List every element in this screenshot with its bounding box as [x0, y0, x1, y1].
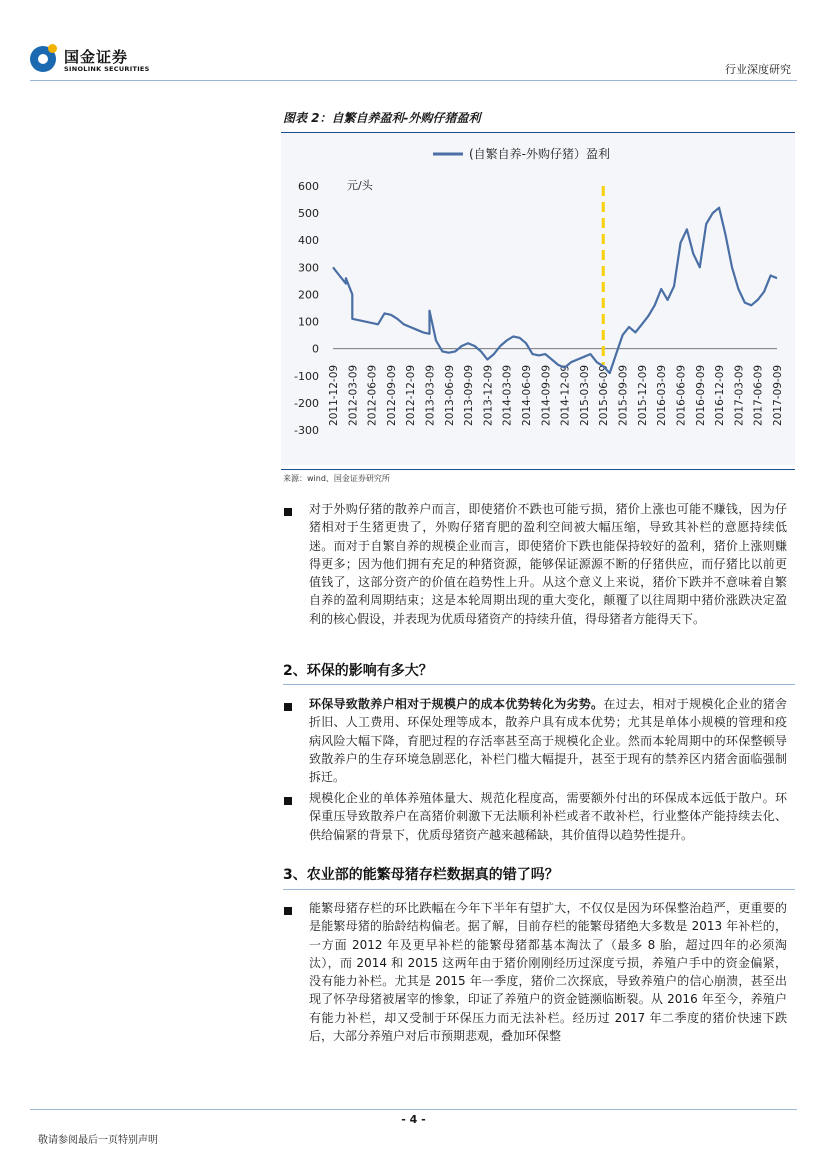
x-tick-label: 2016-06-09	[675, 364, 688, 426]
y-unit-label: 元/头	[347, 179, 373, 192]
y-tick-label: -100	[294, 369, 319, 383]
section-heading-3: 3、农业部的能繁母猪存栏数据真的错了吗？	[283, 867, 559, 883]
y-tick-label: 300	[298, 261, 319, 275]
x-tick-label: 2015-12-09	[636, 364, 649, 426]
legend-label: (自繁自养-外购仔猪）盈利	[469, 147, 611, 161]
heading-divider	[283, 684, 795, 685]
y-tick-label: 200	[298, 288, 319, 302]
bullet-icon	[284, 703, 292, 711]
x-tick-label: 2017-03-09	[733, 364, 746, 426]
x-tick-label: 2016-09-09	[694, 364, 707, 426]
paragraph-1: 对于外购仔猪的散养户而言，即使猪价不跌也可能亏损，猪价上涨也可能不赚钱，因为仔猪相对于生猪更贵了，外购仔猪育肥的盈利空间被大幅压缩，导致其补栏的意愿持续低迷。而对于自繁自养的规模企业而言，即使猪价下跌也能保持较好的盈利，猪价上涨则赚得更多；因为他们拥有充足的种猪资源，能够保证源源不断的仔猪供应，而仔猪比以前更值钱了，这部分资产的价值在趋势性上升。从这个意义上来说，猪价下跌并不意味着自繁自养的盈利周期结束；这是本轮周期出现的重大变化，颠覆了以往周期中猪价涨跌决定盈利的核心假设，并表现为优质母猪资产的持续升值，得母猪者方能得天下。	[309, 502, 787, 626]
logo-dot-icon	[48, 44, 57, 53]
figure-source: 来源：wind、国金证券研究所	[283, 474, 390, 483]
y-tick-label: -200	[294, 396, 319, 410]
footer-disclaimer: 敬请参阅最后一页特别声明	[38, 1135, 158, 1146]
logo-text-en: SINOLINK SECURITIES	[64, 65, 150, 73]
x-tick-label: 2014-12-09	[559, 364, 572, 426]
x-tick-label: 2015-06-09	[598, 364, 611, 426]
heading-divider	[283, 889, 795, 890]
x-tick-label: 2015-03-09	[578, 364, 591, 426]
x-tick-label: 2011-12-09	[328, 364, 340, 426]
x-tick-label: 2012-03-09	[347, 364, 360, 426]
y-tick-label: 500	[298, 207, 319, 221]
x-tick-label: 2012-12-09	[405, 364, 418, 426]
figure-title: 图表 2：自繁自养盈利-外购仔猪盈利	[283, 111, 481, 125]
paragraph-2-body: 在过去，相对于规模化企业的猪舍折旧、人工费用、环保处理等成本，散养户具有成本优势；尤其是单体小规模的管理和疫病风险大幅下降，育肥过程的存活率甚至高于规模化企业。然而本轮周期中的环保整顿导致散养户的生存环境急剧恶化，补栏门槛大幅提升，甚至于现有的禁养区内猪舍面临强制拆迁。	[309, 697, 787, 785]
line-chart	[281, 133, 795, 465]
x-tick-label: 2014-06-09	[521, 364, 534, 426]
footer-divider	[30, 1109, 797, 1110]
x-tick-label: 2013-12-09	[482, 364, 495, 426]
x-tick-label: 2013-03-09	[424, 364, 437, 426]
logo-text-cn: 国金证券	[64, 48, 129, 66]
x-tick-label: 2014-09-09	[540, 364, 553, 426]
page-number: - 4 -	[401, 1113, 426, 1126]
x-tick-label: 2012-06-09	[366, 364, 379, 426]
report-type: 行业深度研究	[725, 63, 791, 76]
paragraph-2-lead: 环保导致散养户相对于规模户的成本优势转化为劣势。	[309, 697, 604, 711]
bullet-icon	[284, 797, 292, 805]
x-tick-label: 2014-03-09	[501, 364, 514, 426]
paragraph-2	[309, 695, 787, 786]
y-tick-label: 600	[298, 180, 319, 193]
section-heading-2: 2、环保的影响有多大？	[283, 663, 433, 679]
y-tick-label: 0	[312, 342, 319, 356]
header-divider	[30, 80, 797, 81]
x-tick-label: 2017-09-09	[772, 364, 784, 426]
x-tick-label: 2016-03-09	[656, 364, 669, 426]
paragraph-3: 规模化企业的单体养殖体量大、规范化程度高，需要额外付出的环保成本远低于散户。环保重压导致散养户在高猪价刺激下无法顺利补栏或者不敢补栏，行业整体产能持续去化、供给偏紧的背景下，优质母猪资产越来越稀缺，其价值得以趋势性提升。	[309, 791, 787, 842]
y-tick-label: 400	[298, 234, 319, 248]
x-tick-label: 2016-12-09	[714, 364, 727, 426]
paragraph-4: 能繁母猪存栏的环比跌幅在今年下半年有望扩大，不仅仅是因为环保整治趋严，更重要的是能繁母猪的胎龄结构偏老。据了解，目前存栏的能繁母猪绝大多数是 2013 年补栏的，一方面 2012 年及更早补栏的能繁母猪都基本淘汰了（最多 8 胎，超过四年的必须淘汰），而 2014 和 2015 这两年由于猪价刚刚经历过深度亏损，养殖户手中的资金偏紧，没有能力补栏。尤其是 2015 年一季度，猪价二次探底，导致养殖户的信心崩溃，甚至出现了怀孕母猪被屠宰的惨象，印证了养殖户的资金链濒临断裂。从 2016 年至今，养殖户有能力补栏，却又受制于环保压力而无法补栏。经历过 2017 年二季度的猪价快速下跌后，大部分养殖户对后市预期悲观，叠加环保整	[309, 901, 787, 1044]
y-tick-label: 100	[298, 315, 319, 329]
y-tick-label: -300	[294, 424, 319, 437]
bullet-icon	[284, 907, 292, 915]
x-tick-label: 2012-09-09	[385, 364, 398, 426]
chart-area	[281, 133, 795, 465]
x-tick-label: 2015-09-09	[617, 364, 630, 426]
figure-bottom-rule	[281, 469, 795, 470]
bullet-icon	[284, 508, 292, 516]
x-tick-label: 2013-06-09	[443, 364, 456, 426]
x-tick-label: 2013-09-09	[463, 364, 476, 426]
x-tick-label: 2017-06-09	[752, 364, 765, 426]
company-logo	[30, 44, 160, 78]
